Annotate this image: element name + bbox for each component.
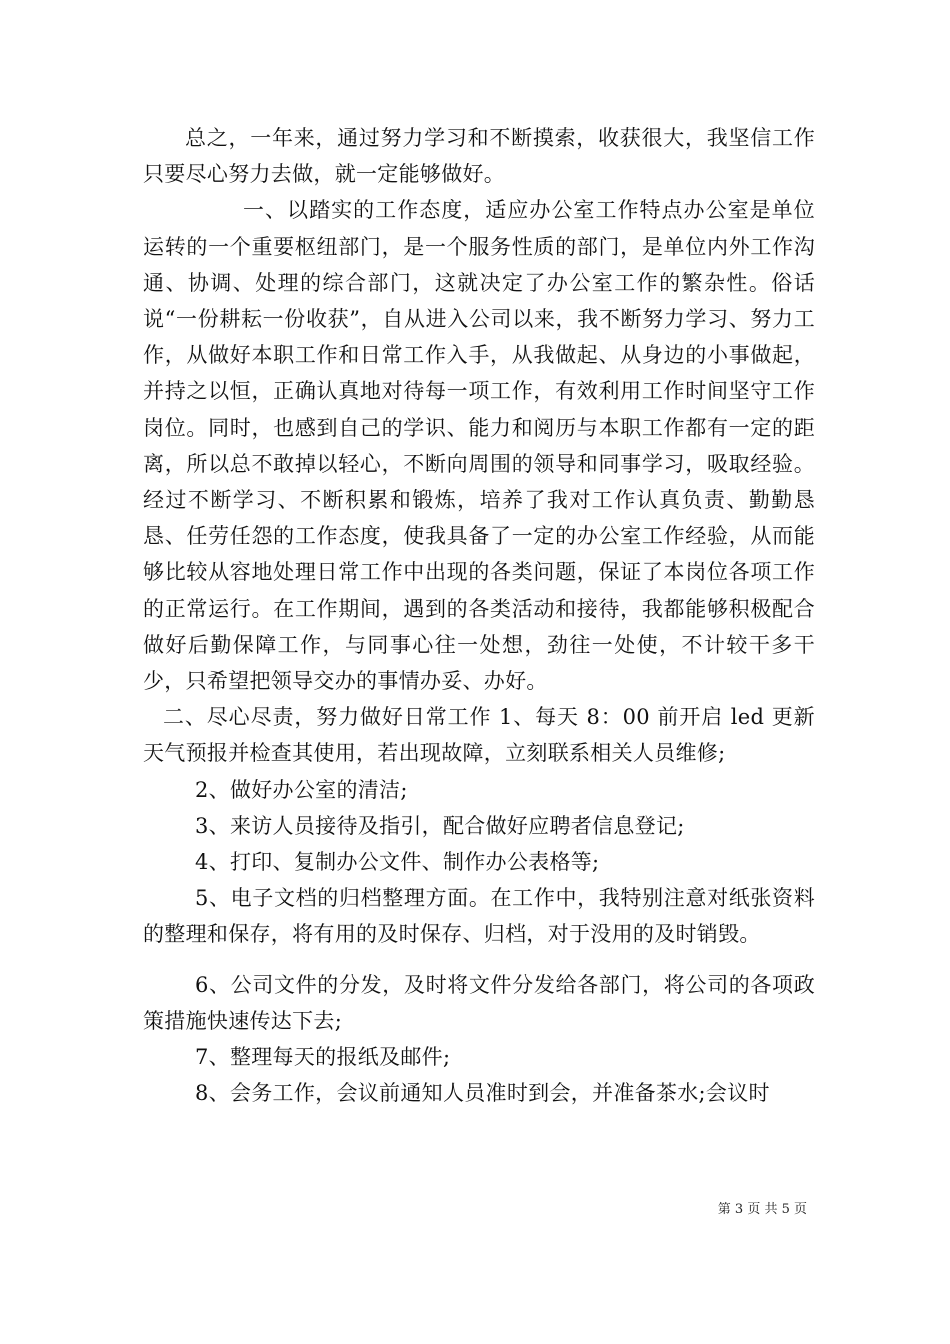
paragraph-section-two: 二、尽心尽责，努力做好日常工作 1、每天 8：00 前开启 led 更新天气预报并检查其使用，若出现故障，立刻联系相关人员维修; xyxy=(143,705,815,766)
list-item-7: 7、整理每天的报纸及邮件; xyxy=(195,1045,451,1070)
list-item-6: 6、公司文件的分发，及时将文件分发给各部门，将公司的各项政策措施快速传达下去; xyxy=(143,972,815,1033)
list-item-4: 4、打印、复制办公文件、制作办公表格等; xyxy=(195,850,600,875)
paragraph-summary: 总之，一年来，通过努力学习和不断摸索，收获很大，我坚信工作只要尽心努力去做，就一定能够做好。 xyxy=(143,126,815,187)
page-number-footer: 第 3 页 共 5 页 xyxy=(717,1202,807,1217)
paragraph-section-one: 一、以踏实的工作态度，适应办公室工作特点办公室是单位运转的一个重要枢纽部门，是一个服务性质的部门，是单位内外工作沟通、协调、处理的综合部门，这就决定了办公室工作的繁杂性。俗话说“一份耕耘一份收获”，自从进入公司以来，我不断努力学习、努力工作，从做好本职工作和日常工作入手，从我做起、从身边的小事做起，并持之以恒，正确认真地对待每一项工作，有效利用工作时间坚守工作岗位。同时，也感到自己的学识、能力和阅历与本职工作都有一定的距离，所以总不敢掉以轻心，不断向周围的领导和同事学习，吸取经验。经过不断学习、不断积累和锻炼，培养了我对工作认真负责、勤勤恳恳、任劳任怨的工作态度，使我具备了一定的办公室工作经验，从而能够比较从容地处理日常工作中出现的各类问题，保证了本岗位各项工作的正常运行。在工作期间，遇到的各类活动和接待，我都能够积极配合做好后勤保障工作，与同事心往一处想，劲往一处使，不计较干多干少，只希望把领导交办的事情办妥、办好。 xyxy=(143,198,815,694)
list-item-2: 2、做好办公室的清洁; xyxy=(195,777,408,802)
list-item-5: 5、电子文档的归档整理方面。在工作中，我特别注意对纸张资料的整理和保存，将有用的及时保存、归档，对于没用的及时销毁。 xyxy=(143,886,815,947)
list-item-8: 8、会务工作，会议前通知人员准时到会，并准备茶水;会议时 xyxy=(195,1081,770,1106)
document-body xyxy=(143,120,815,1111)
list-item-3: 3、来访人员接待及指引，配合做好应聘者信息登记; xyxy=(195,813,685,838)
